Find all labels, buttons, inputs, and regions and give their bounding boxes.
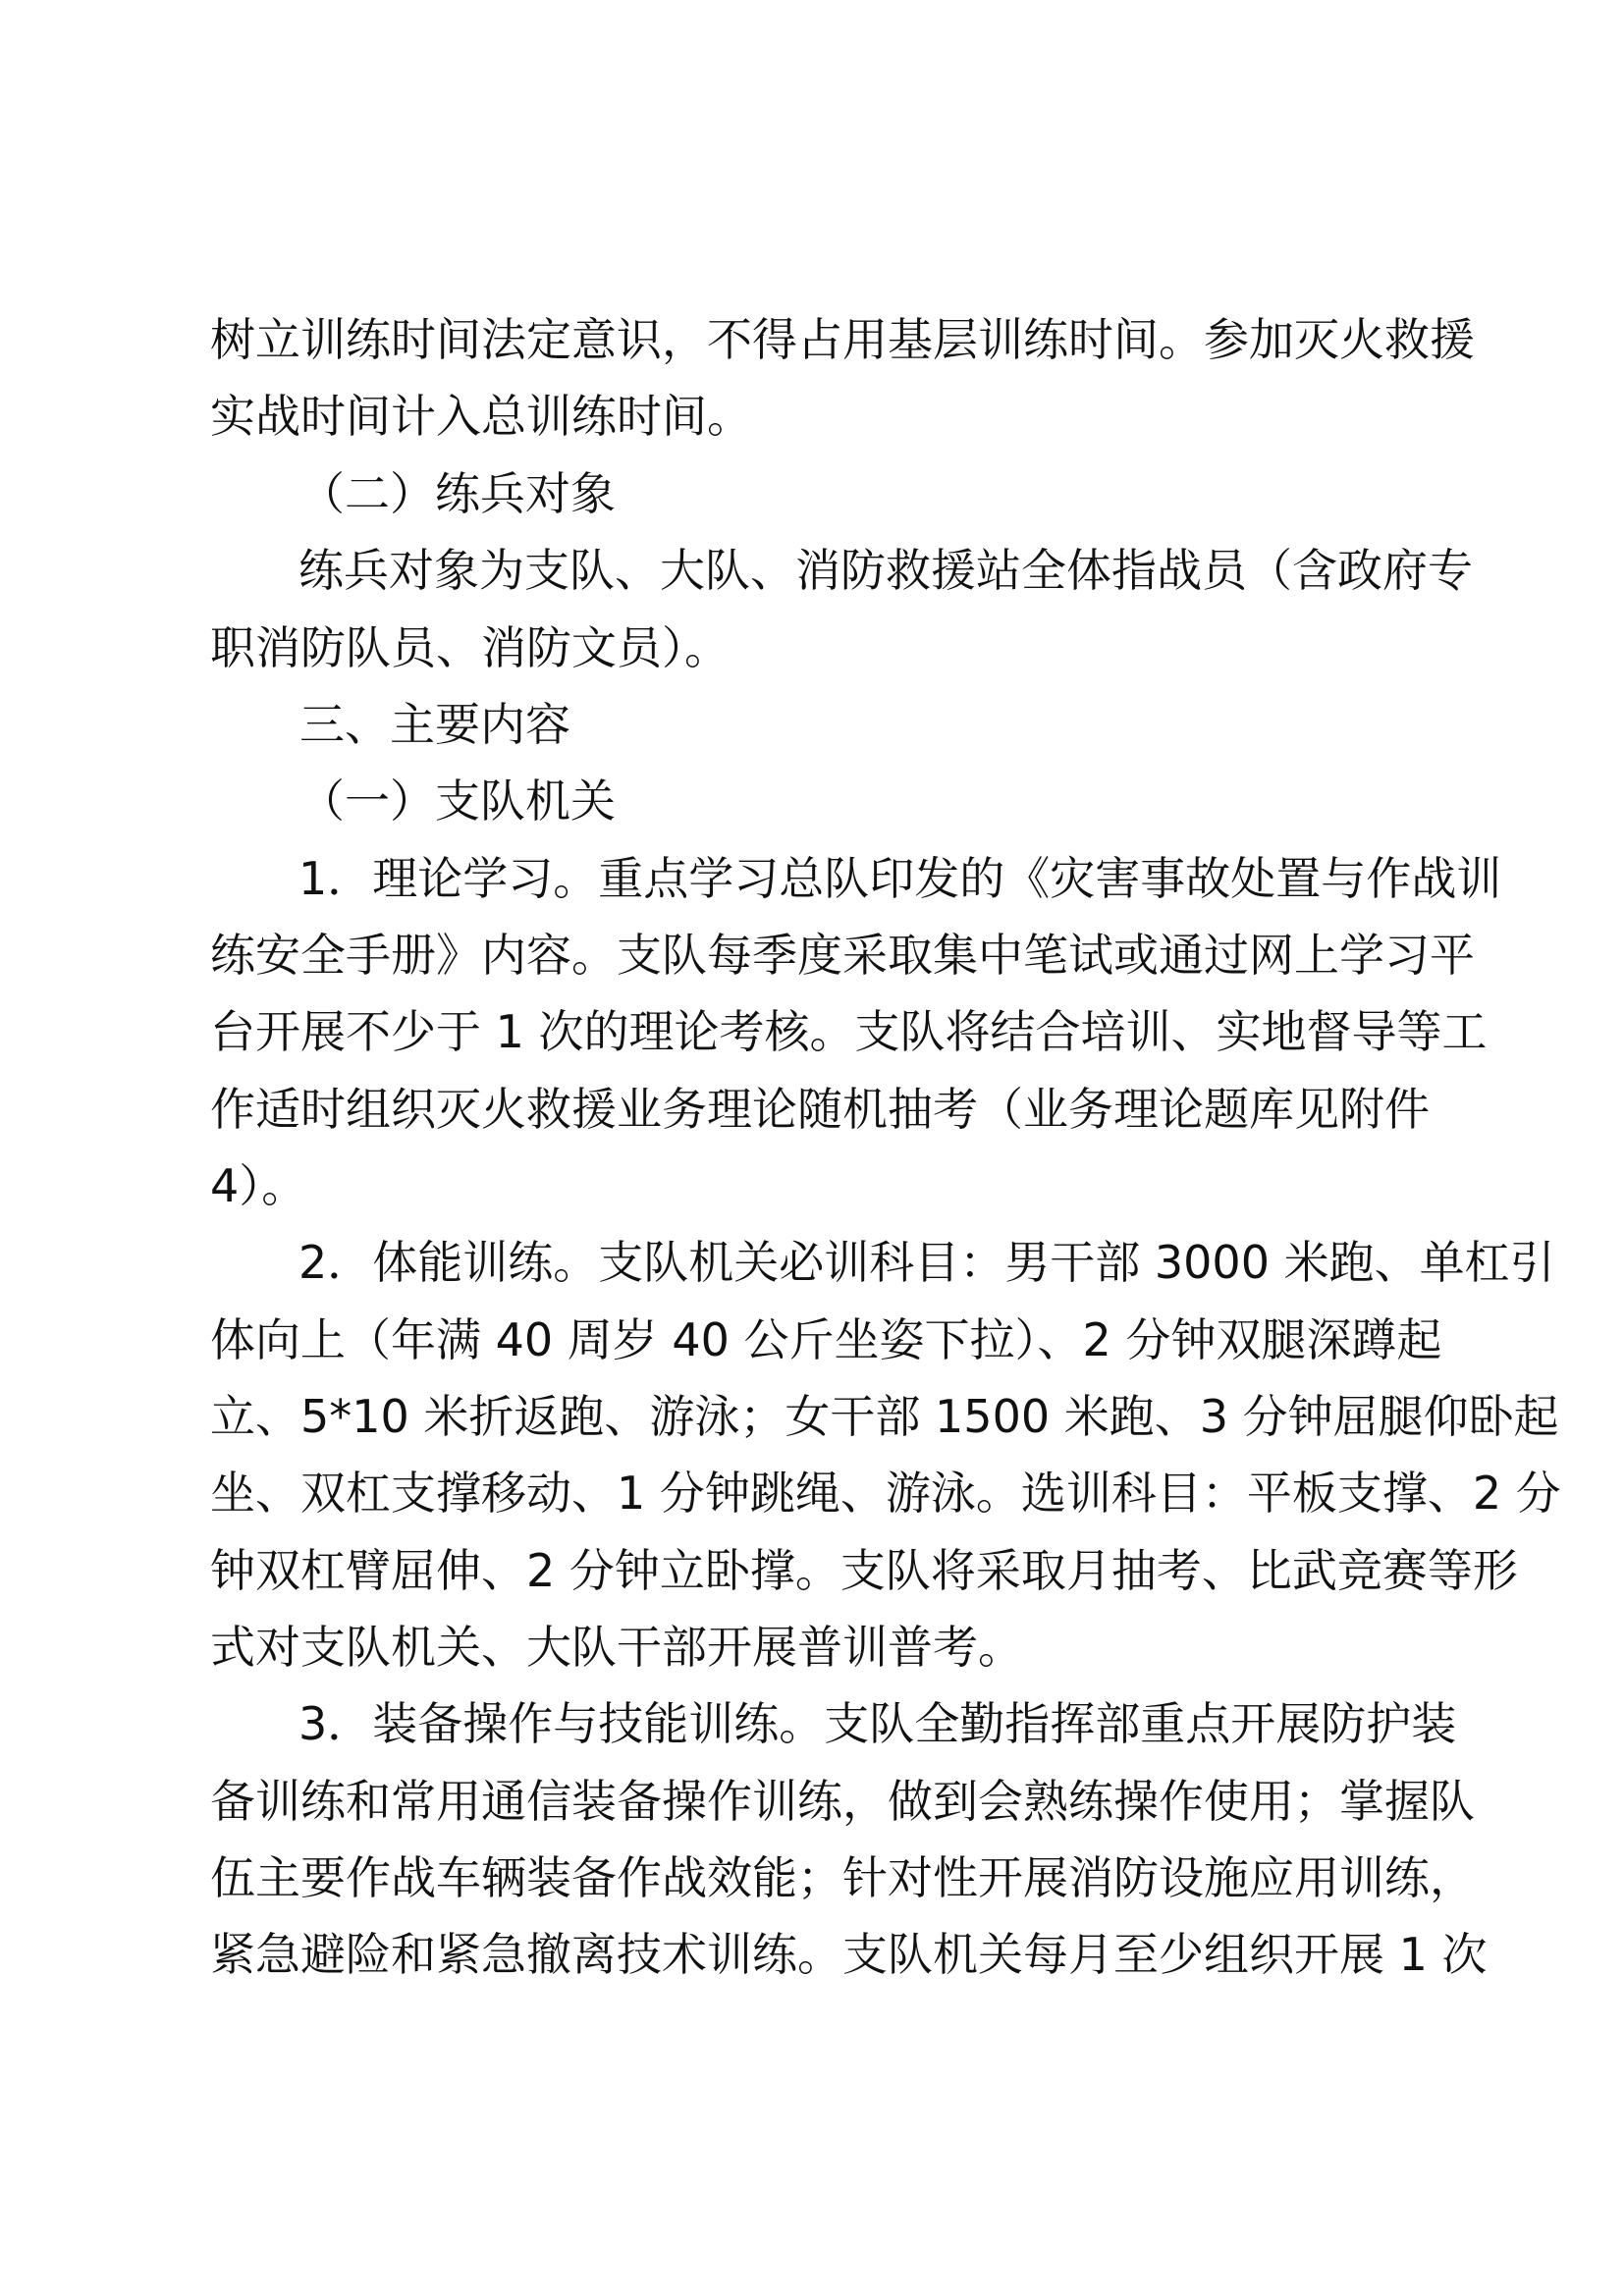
section-heading: 三、主要内容 — [299, 698, 570, 751]
paragraph-line: 作适时组织灭火救援业务理论随机抽考（业务理论题库见附件 — [210, 1083, 1430, 1136]
paragraph-line: 练兵对象为支队、大队、消防救援站全体指战员（含政府专 — [298, 544, 1473, 597]
paragraph-line: 3．装备操作与技能训练。支队全勤指挥部重点开展防护装 — [298, 1697, 1457, 1750]
paragraph-line: 练安全手册》内容。支队每季度采取集中笔试或通过网上学习平 — [210, 929, 1475, 982]
paragraph-line: 备训练和常用通信装备操作训练，做到会熟练操作使用；掌握队 — [210, 1775, 1475, 1828]
paragraph-line: 式对支队机关、大队干部开展普训普考。 — [210, 1621, 1023, 1674]
paragraph-line: 紧急避险和紧急撤离技术训练。支队机关每月至少组织开展 1 次 — [210, 1928, 1488, 1981]
paragraph-line: 职消防队员、消防文员）。 — [210, 621, 730, 674]
paragraph-line: 体向上（年满 40 周岁 40 公斤坐姿下拉）、2 分钟双腿深蹲起 — [210, 1313, 1442, 1366]
section-heading: （二）练兵对象 — [299, 467, 616, 520]
paragraph-line: 2．体能训练。支队机关必训科目：男干部 3000 米跑、单杠引 — [298, 1236, 1555, 1289]
paragraph-line: 1．理论学习。重点学习总队印发的《灾害事故处置与作战训 — [298, 852, 1502, 905]
paragraph-line: 树立训练时间法定意识，不得占用基层训练时间。参加灭火救援 — [210, 313, 1475, 366]
paragraph-line: 坐、双杠支撑移动、1 分钟跳绳、游泳。选训科目：平板支撑、2 分 — [210, 1467, 1561, 1520]
section-heading: （一）支队机关 — [299, 774, 616, 828]
paragraph-line: 台开展不少于 1 次的理论考核。支队将结合培训、实地督导等工 — [210, 1005, 1488, 1058]
paragraph-line: 钟双杠臂屈伸、2 分钟立卧撑。支队将采取月抽考、比武竞赛等形 — [210, 1544, 1518, 1597]
paragraph-line: 伍主要作战车辆装备作战效能；针对性开展消防设施应用训练， — [210, 1851, 1475, 1904]
paragraph-line: 实战时间计入总训练时间。 — [210, 390, 752, 443]
paragraph-line: 4）。 — [210, 1159, 307, 1212]
paragraph-line: 立、5*10 米折返跑、游泳；女干部 1500 米跑、3 分钟屈腿仰卧起 — [210, 1390, 1559, 1443]
